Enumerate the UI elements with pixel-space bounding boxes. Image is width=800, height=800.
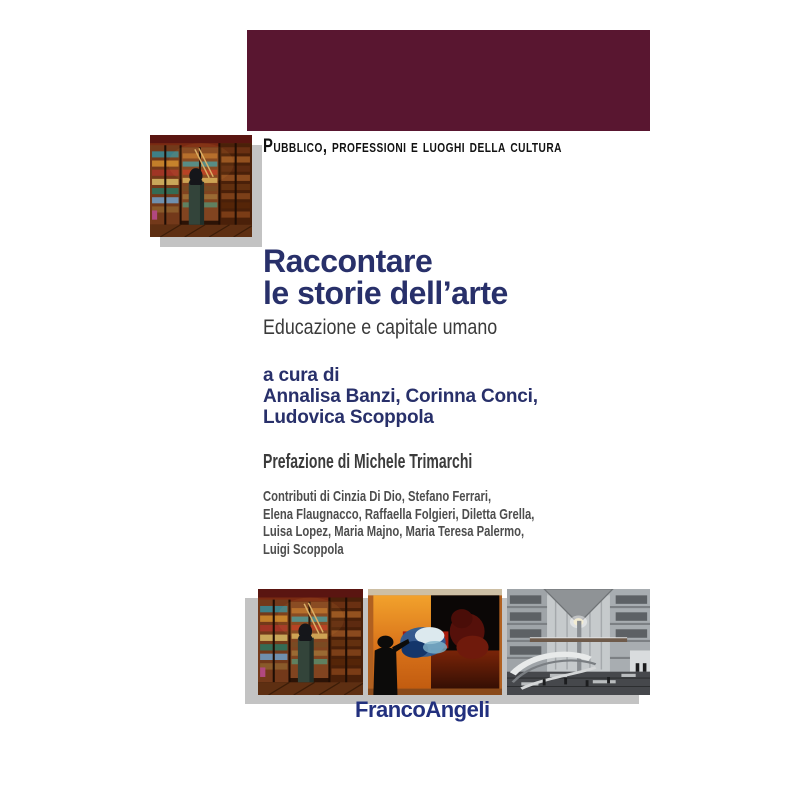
contributors-line-4: Luigi Scoppola — [263, 540, 344, 558]
book-subtitle-text: Educazione e capitale umano — [263, 316, 498, 339]
library-photo-top — [150, 135, 252, 237]
editors-names-line-2: Ludovica Scoppola — [263, 407, 434, 428]
contributors-line-2: Elena Flaugnacco, Raffaella Folgieri, Diletta Grella, — [263, 505, 535, 523]
book-title-line-1: Raccontare — [263, 243, 433, 279]
edited-by-label: a cura di — [263, 365, 340, 386]
series-title — [263, 137, 646, 156]
library-photo-bottom — [258, 589, 363, 695]
atrium-photo-bottom — [507, 589, 650, 695]
series-color-band — [247, 30, 650, 131]
editors-names-line-1: Annalisa Banzi, Corinna Conci, — [263, 386, 538, 407]
contributors-block — [263, 488, 625, 558]
book-title-line-2: le storie dell’arte — [263, 275, 508, 311]
contributors-line-3: Luisa Lopez, Maria Majno, Maria Teresa Palermo, — [263, 523, 525, 540]
preface-credit — [263, 452, 562, 472]
publisher-logo: FrancoAngeli — [355, 697, 490, 722]
gallery-photo-bottom — [368, 589, 502, 695]
preface-credit-text: Prefazione di Michele Trimarchi — [263, 451, 473, 473]
book-title — [263, 245, 508, 309]
editors-block — [263, 365, 538, 428]
contributors-line-1: Contributi di Cinzia Di Dio, Stefano Ferrari, — [263, 488, 492, 505]
series-title-text: Pubblico, professioni e luoghi della cultura — [263, 136, 562, 157]
book-subtitle — [263, 317, 539, 339]
